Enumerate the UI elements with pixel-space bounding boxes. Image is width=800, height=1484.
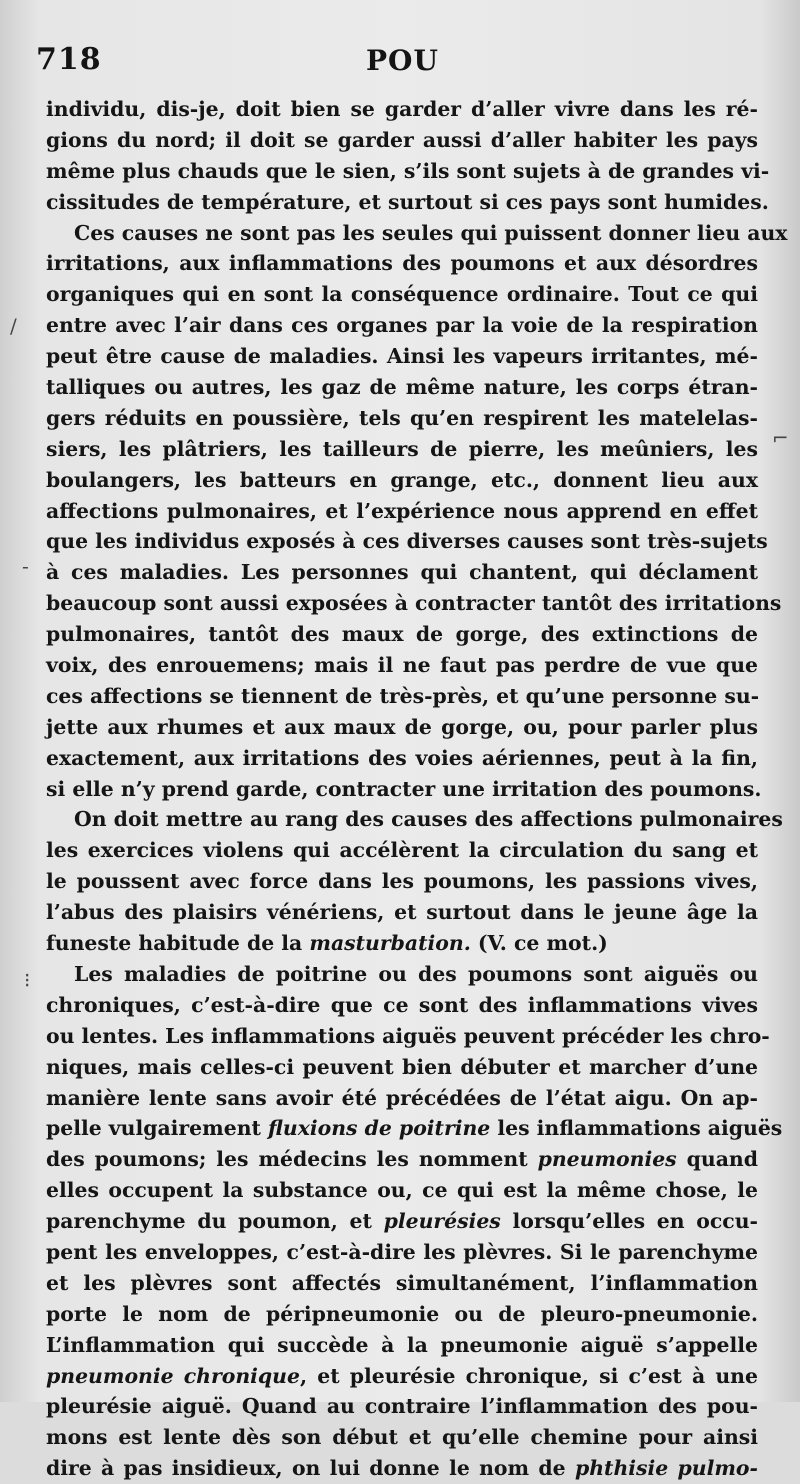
text-segment: peut être cause de maladies. Ainsi les vapeurs irritantes, mé- <box>46 344 758 369</box>
italic-term: masturbation. <box>309 931 471 956</box>
text-segment: , et pleurésie chronique, si c’est à une <box>299 1363 758 1388</box>
text-line <box>46 557 758 588</box>
text-line <box>46 248 758 279</box>
text-segment: Les maladies de poitrine ou des poumons sont aiguës ou <box>74 961 758 986</box>
text-segment: manière lente sans avoir été précédées de l’état aigu. On ap- <box>46 1085 758 1110</box>
text-line <box>46 1052 758 1083</box>
text-segment: même plus chauds que le sien, s’ils sont sujets à de grandes vi- <box>46 158 770 183</box>
text-line <box>46 1206 758 1237</box>
text-line <box>46 125 758 156</box>
text-segment: si elle n’y prend garde, contracter une irritation des poumons. <box>46 776 762 801</box>
text-line <box>46 1021 770 1052</box>
text-line <box>46 372 758 403</box>
text-line <box>46 712 758 743</box>
text-line <box>46 1391 758 1422</box>
text-line <box>46 403 758 434</box>
text-line <box>46 619 758 650</box>
text-segment: que les individus exposés à ces diverses causes sont très-sujets <box>46 529 768 554</box>
text-line <box>46 1175 758 1206</box>
text-line <box>46 156 770 187</box>
text-segment: mons est lente dès son début et qu’elle chemine pour ainsi <box>46 1425 758 1450</box>
text-segment: les inflammations aiguës <box>490 1116 783 1141</box>
italic-term: pneumonies <box>537 1147 677 1172</box>
text-segment: jette aux rhumes et aux maux de gorge, ou, pour parler plus <box>46 714 758 739</box>
text-segment: pent les enveloppes, c’est-à-dire les plèvres. Si le parenchyme <box>46 1239 758 1264</box>
text-segment: talliques ou autres, les gaz de même nature, les corps étran- <box>46 375 758 400</box>
text-line <box>46 341 758 372</box>
text-line <box>46 434 758 465</box>
text-segment: porte le nom de péripneumonie ou de pleuro-pneumonie. <box>46 1301 758 1326</box>
text-segment: exactement, aux irritations des voies aériennes, peut à la fin, <box>46 745 758 770</box>
margin-mark: - <box>22 554 29 578</box>
text-line <box>46 866 758 897</box>
text-segment: dire à pas insidieux, on lui donne le nom de <box>46 1456 575 1481</box>
text-line <box>46 835 758 866</box>
margin-mark: / <box>10 314 17 338</box>
text-line <box>46 990 758 1021</box>
italic-term: fluxions de poitrine <box>268 1116 491 1141</box>
text-line <box>46 465 758 496</box>
text-line <box>46 1299 758 1330</box>
text-line <box>46 218 788 249</box>
body-text <box>46 94 788 1484</box>
text-segment: boulangers, les batteurs en grange, etc., donnent lieu aux <box>46 467 758 492</box>
text-segment: Ces causes ne sont pas les seules qui puissent donner lieu aux <box>74 220 788 245</box>
text-segment: siers, les plâtriers, les tailleurs de pierre, les meûniers, les <box>46 436 758 461</box>
text-segment: à ces maladies. Les personnes qui chantent, qui déclament <box>46 560 758 585</box>
text-line <box>46 310 758 341</box>
margin-mark: ⌐ <box>772 426 789 450</box>
text-segment: L’inflammation qui succède à la pneumonie aiguë s’appelle <box>46 1332 758 1357</box>
text-line <box>46 1268 758 1299</box>
text-segment: l’abus des plaisirs vénériens, et surtout dans le jeune âge la <box>46 900 758 925</box>
text-segment: pleurésie aiguë. Quand au contraire l’inflammation des pou- <box>46 1394 758 1419</box>
text-segment: les exercices violens qui accélèrent la circulation du sang et <box>46 838 758 863</box>
margin-mark: ⁝ <box>24 968 31 992</box>
text-segment: gions du nord; il doit se garder aussi d’aller habiter les pays <box>46 127 758 152</box>
italic-term: phthisie pulmo- <box>574 1456 758 1481</box>
text-segment: (V. ce mot.) <box>470 931 608 956</box>
italic-term: pleurésies <box>383 1209 501 1234</box>
text-line <box>46 496 758 527</box>
text-line <box>46 588 782 619</box>
page-header <box>36 42 756 82</box>
text-segment: elles occupent la substance ou, ce qui est la même chose, le <box>46 1178 758 1203</box>
text-line <box>46 1113 783 1144</box>
text-segment: pulmonaires, tantôt des maux de gorge, des extinctions de <box>46 622 758 647</box>
text-segment: organiques qui en sont la conséquence ordinaire. Tout ce qui <box>46 282 758 307</box>
text-segment: pelle vulgairement <box>46 1116 269 1141</box>
page-number: 718 <box>36 42 102 77</box>
text-segment: irritations, aux inflammations des poumons et aux désordres <box>46 251 758 276</box>
text-segment: niques, mais celles-ci peuvent bien débuter et marcher d’une <box>46 1054 758 1079</box>
text-segment: des poumons; les médecins les nomment <box>46 1147 538 1172</box>
text-segment: affections pulmonaires, et l’expérience nous apprend en effet <box>46 498 758 523</box>
text-line <box>46 774 762 805</box>
text-segment: le poussent avec force dans les poumons, les passions vives, <box>46 869 758 894</box>
italic-term: pneumonie chronique <box>46 1363 300 1388</box>
text-line <box>46 1237 758 1268</box>
text-line <box>46 1453 758 1484</box>
text-line <box>46 897 758 928</box>
text-line <box>46 681 758 712</box>
text-segment: chroniques, c’est-à-dire que ce sont des inflammations vives <box>46 992 758 1017</box>
text-segment: parenchyme du poumon, et <box>46 1209 384 1234</box>
text-line <box>46 94 758 125</box>
text-line <box>46 1144 758 1175</box>
text-segment: voix, des enrouemens; mais il ne faut pas perdre de vue que <box>46 653 758 678</box>
text-line <box>46 1330 758 1361</box>
text-segment: gers réduits en poussière, tels qu’en respirent les matelelas- <box>46 405 758 430</box>
text-segment: beaucoup sont aussi exposées à contracter tantôt des irritations <box>46 591 782 616</box>
text-line <box>46 279 758 310</box>
text-segment: On doit mettre au rang des causes des affections pulmonaires <box>74 807 783 832</box>
text-line <box>46 526 768 557</box>
text-segment: funeste habitude de la <box>46 931 310 956</box>
text-segment: lorsqu’elles en occu- <box>500 1209 758 1234</box>
text-line <box>46 1083 758 1114</box>
text-segment: ces affections se tiennent de très-près, et qu’une personne su- <box>46 683 760 708</box>
text-line <box>46 928 758 959</box>
text-line <box>46 1361 758 1392</box>
running-head: POU <box>366 44 439 77</box>
text-segment: individu, dis-je, doit bien se garder d’aller vivre dans les ré- <box>46 97 758 121</box>
text-line <box>46 650 758 681</box>
text-segment: et les plèvres sont affectés simultanément, l’inflammation <box>46 1270 758 1295</box>
text-line <box>46 1422 758 1453</box>
text-segment: cissitudes de température, et surtout si ces pays sont humides. <box>46 189 769 214</box>
text-segment: entre avec l’air dans ces organes par la voie de la respiration <box>46 313 758 338</box>
text-line <box>46 743 758 774</box>
text-line <box>46 804 783 835</box>
text-line <box>46 959 758 990</box>
text-segment: ou lentes. Les inflammations aiguës peuvent précéder les chro- <box>46 1023 770 1048</box>
text-line <box>46 187 769 218</box>
text-segment: quand <box>676 1147 758 1172</box>
